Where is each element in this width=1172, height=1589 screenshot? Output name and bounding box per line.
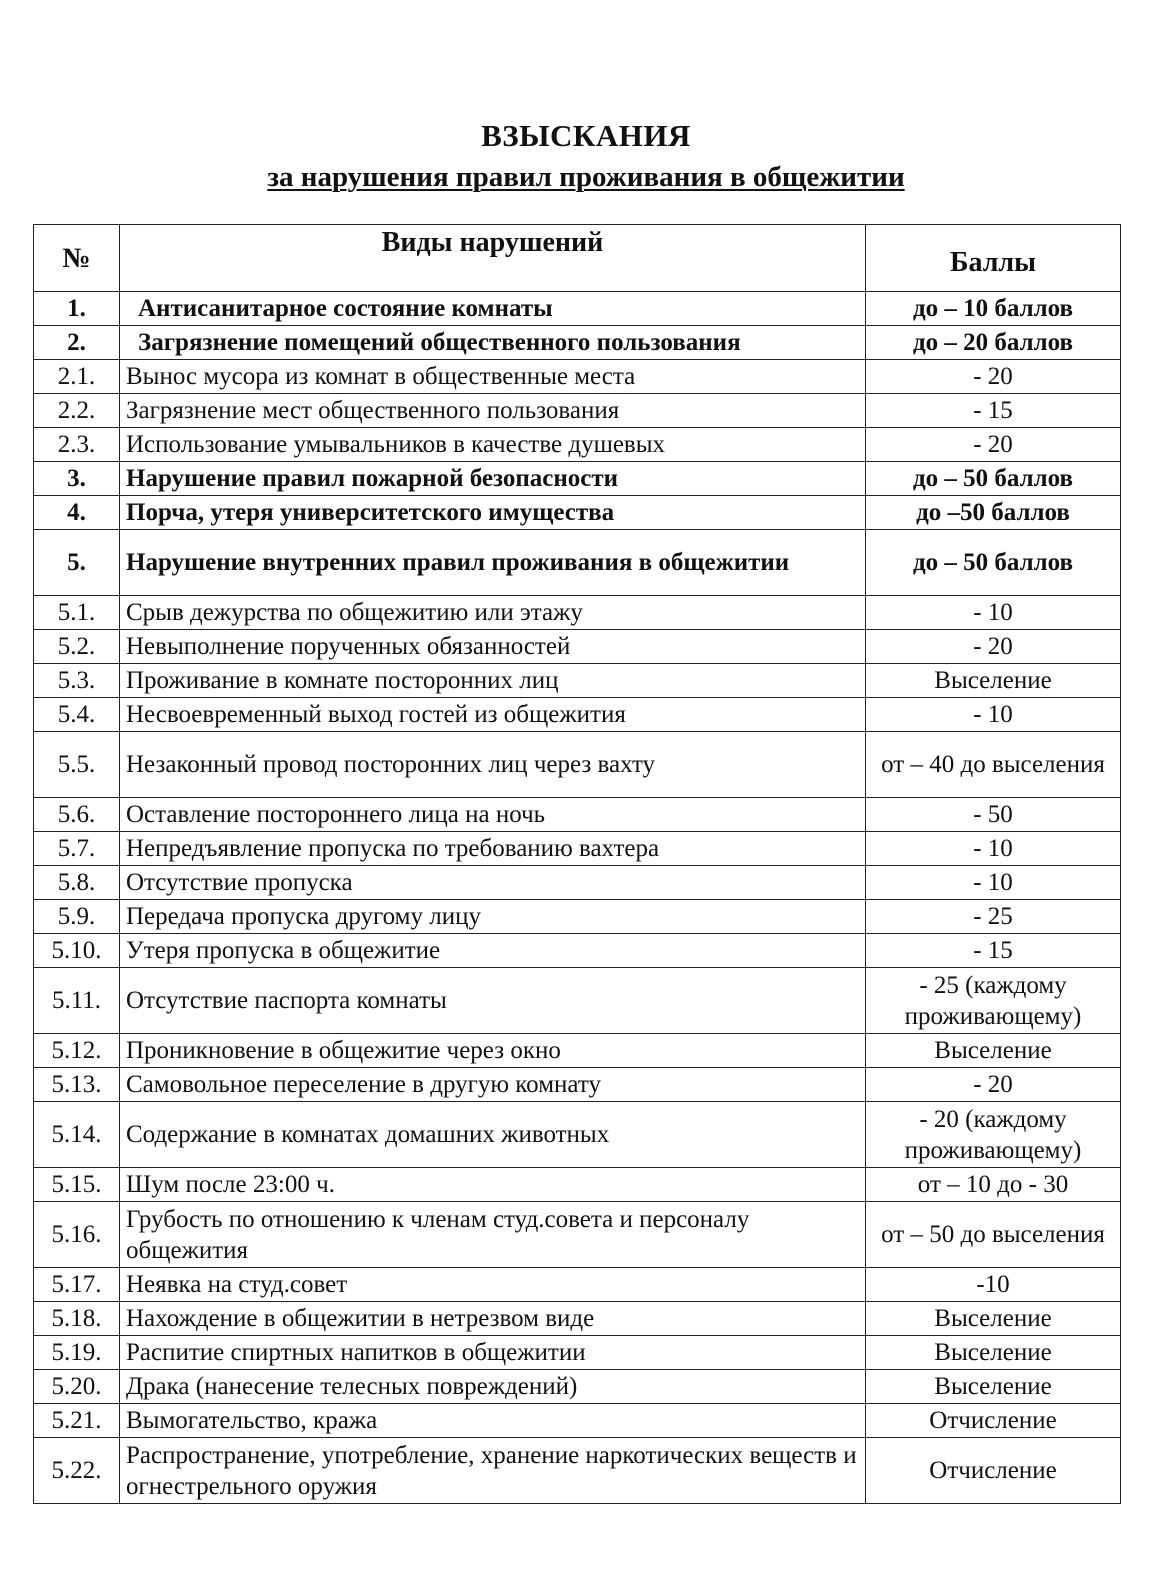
document-title: ВЗЫСКАНИЯ	[481, 118, 691, 153]
header-points: Баллы	[866, 225, 1121, 292]
row-violation: Распитие спиртных напитков в общежитии	[120, 1336, 866, 1370]
row-violation: Шум после 23:00 ч.	[120, 1168, 866, 1202]
row-violation: Загрязнение помещений общественного пользования	[120, 326, 866, 360]
header-violation: Виды нарушений	[120, 225, 866, 292]
row-number: 5.8.	[34, 866, 120, 900]
document-subtitle	[0, 160, 1172, 194]
row-points: - 50	[866, 798, 1121, 832]
table-row	[34, 326, 1121, 360]
table-row	[34, 934, 1121, 968]
table-row	[34, 968, 1121, 1034]
row-points: - 10	[866, 596, 1121, 630]
table-row	[34, 1068, 1121, 1102]
row-violation: Нарушение внутренних правил проживания в общежитии	[120, 530, 866, 596]
row-points: Отчисление	[866, 1438, 1121, 1504]
row-violation: Проживание в комнате посторонних лиц	[120, 664, 866, 698]
row-number: 2.3.	[34, 428, 120, 462]
row-number: 5.20.	[34, 1370, 120, 1404]
row-violation: Грубость по отношению к членам студ.совета и персоналу общежития	[120, 1202, 866, 1268]
row-number: 5.9.	[34, 900, 120, 934]
row-points: - 20	[866, 360, 1121, 394]
row-number: 5.7.	[34, 832, 120, 866]
row-number: 1.	[34, 292, 120, 326]
row-violation: Срыв дежурства по общежитию или этажу	[120, 596, 866, 630]
table-row	[34, 1370, 1121, 1404]
table-row	[34, 732, 1121, 798]
row-violation: Передача пропуска другому лицу	[120, 900, 866, 934]
row-number: 5.2.	[34, 630, 120, 664]
row-points: - 15	[866, 394, 1121, 428]
row-points: - 20	[866, 1068, 1121, 1102]
row-points: - 10	[866, 866, 1121, 900]
row-violation: Оставление постороннего лица на ночь	[120, 798, 866, 832]
row-points: Выселение	[866, 1336, 1121, 1370]
table-row	[34, 1404, 1121, 1438]
table-row	[34, 292, 1121, 326]
table-row	[34, 1336, 1121, 1370]
table-row	[34, 1102, 1121, 1168]
row-number: 5.13.	[34, 1068, 120, 1102]
header-number: №	[34, 225, 120, 292]
row-number: 5.14.	[34, 1102, 120, 1168]
row-violation: Нарушение правил пожарной безопасности	[120, 462, 866, 496]
row-violation: Распространение, употребление, хранение наркотических веществ и огнестрельного оружия	[120, 1438, 866, 1504]
row-violation: Неявка на студ.совет	[120, 1268, 866, 1302]
row-violation: Проникновение в общежитие через окно	[120, 1034, 866, 1068]
table-row	[34, 798, 1121, 832]
row-violation: Вымогательство, кража	[120, 1404, 866, 1438]
table-row	[34, 394, 1121, 428]
row-number: 5.1.	[34, 596, 120, 630]
table-header-row	[34, 225, 1121, 292]
row-number: 2.	[34, 326, 120, 360]
table-row	[34, 630, 1121, 664]
row-violation: Драка (нанесение телесных повреждений)	[120, 1370, 866, 1404]
row-points: Выселение	[866, 1302, 1121, 1336]
row-points: - 20	[866, 428, 1121, 462]
penalties-table	[33, 224, 1121, 1504]
row-points: - 25 (каждому проживающему)	[866, 968, 1121, 1034]
row-number: 5.10.	[34, 934, 120, 968]
table-row	[34, 1438, 1121, 1504]
table-row	[34, 360, 1121, 394]
row-points: Отчисление	[866, 1404, 1121, 1438]
table-row	[34, 1202, 1121, 1268]
row-number: 5.17.	[34, 1268, 120, 1302]
row-points: Выселение	[866, 664, 1121, 698]
row-points: до – 50 баллов	[866, 530, 1121, 596]
row-violation: Нахождение в общежитии в нетрезвом виде	[120, 1302, 866, 1336]
row-points: до –50 баллов	[866, 496, 1121, 530]
document-subtitle-text: за нарушения правил проживания в общежитии	[267, 161, 905, 193]
table-row	[34, 664, 1121, 698]
table-row	[34, 1168, 1121, 1202]
row-points: - 25	[866, 900, 1121, 934]
table-row	[34, 866, 1121, 900]
row-number: 5.18.	[34, 1302, 120, 1336]
table-row	[34, 530, 1121, 596]
row-number: 5.21.	[34, 1404, 120, 1438]
row-number: 5.6.	[34, 798, 120, 832]
table-row	[34, 900, 1121, 934]
table-row	[34, 1268, 1121, 1302]
row-points: -10	[866, 1268, 1121, 1302]
row-violation: Порча, утеря университетского имущества	[120, 496, 866, 530]
row-violation: Содержание в комнатах домашних животных	[120, 1102, 866, 1168]
row-violation: Невыполнение порученных обязанностей	[120, 630, 866, 664]
row-number: 5.	[34, 530, 120, 596]
row-points: - 10	[866, 698, 1121, 732]
row-points: - 20 (каждому проживающему)	[866, 1102, 1121, 1168]
row-number: 5.5.	[34, 732, 120, 798]
table-row	[34, 596, 1121, 630]
row-violation: Утеря пропуска в общежитие	[120, 934, 866, 968]
table-row	[34, 832, 1121, 866]
row-violation: Несвоевременный выход гостей из общежития	[120, 698, 866, 732]
row-violation: Отсутствие пропуска	[120, 866, 866, 900]
row-points: от – 50 до выселения	[866, 1202, 1121, 1268]
row-number: 5.12.	[34, 1034, 120, 1068]
row-points: Выселение	[866, 1370, 1121, 1404]
row-violation: Самовольное переселение в другую комнату	[120, 1068, 866, 1102]
table-row	[34, 428, 1121, 462]
row-violation: Отсутствие паспорта комнаты	[120, 968, 866, 1034]
row-violation: Незаконный провод посторонних лиц через вахту	[120, 732, 866, 798]
row-violation: Антисанитарное состояние комнаты	[120, 292, 866, 326]
row-number: 5.11.	[34, 968, 120, 1034]
row-number: 5.4.	[34, 698, 120, 732]
table-row	[34, 496, 1121, 530]
table-row	[34, 1034, 1121, 1068]
row-points: до – 10 баллов	[866, 292, 1121, 326]
row-points: от – 10 до - 30	[866, 1168, 1121, 1202]
row-points: - 15	[866, 934, 1121, 968]
row-number: 5.3.	[34, 664, 120, 698]
row-violation: Непредъявление пропуска по требованию вахтера	[120, 832, 866, 866]
row-number: 5.19.	[34, 1336, 120, 1370]
row-violation: Загрязнение мест общественного пользования	[120, 394, 866, 428]
row-points: Выселение	[866, 1034, 1121, 1068]
row-violation: Вынос мусора из комнат в общественные места	[120, 360, 866, 394]
row-number: 5.16.	[34, 1202, 120, 1268]
row-number: 5.15.	[34, 1168, 120, 1202]
row-violation: Использование умывальников в качестве душевых	[120, 428, 866, 462]
row-number: 4.	[34, 496, 120, 530]
row-points: до – 50 баллов	[866, 462, 1121, 496]
row-number: 5.22.	[34, 1438, 120, 1504]
row-points: до – 20 баллов	[866, 326, 1121, 360]
table-row	[34, 698, 1121, 732]
row-number: 2.2.	[34, 394, 120, 428]
row-number: 2.1.	[34, 360, 120, 394]
row-points: - 10	[866, 832, 1121, 866]
row-number: 3.	[34, 462, 120, 496]
table-row	[34, 462, 1121, 496]
row-points: от – 40 до выселения	[866, 732, 1121, 798]
table-row	[34, 1302, 1121, 1336]
row-points: - 20	[866, 630, 1121, 664]
